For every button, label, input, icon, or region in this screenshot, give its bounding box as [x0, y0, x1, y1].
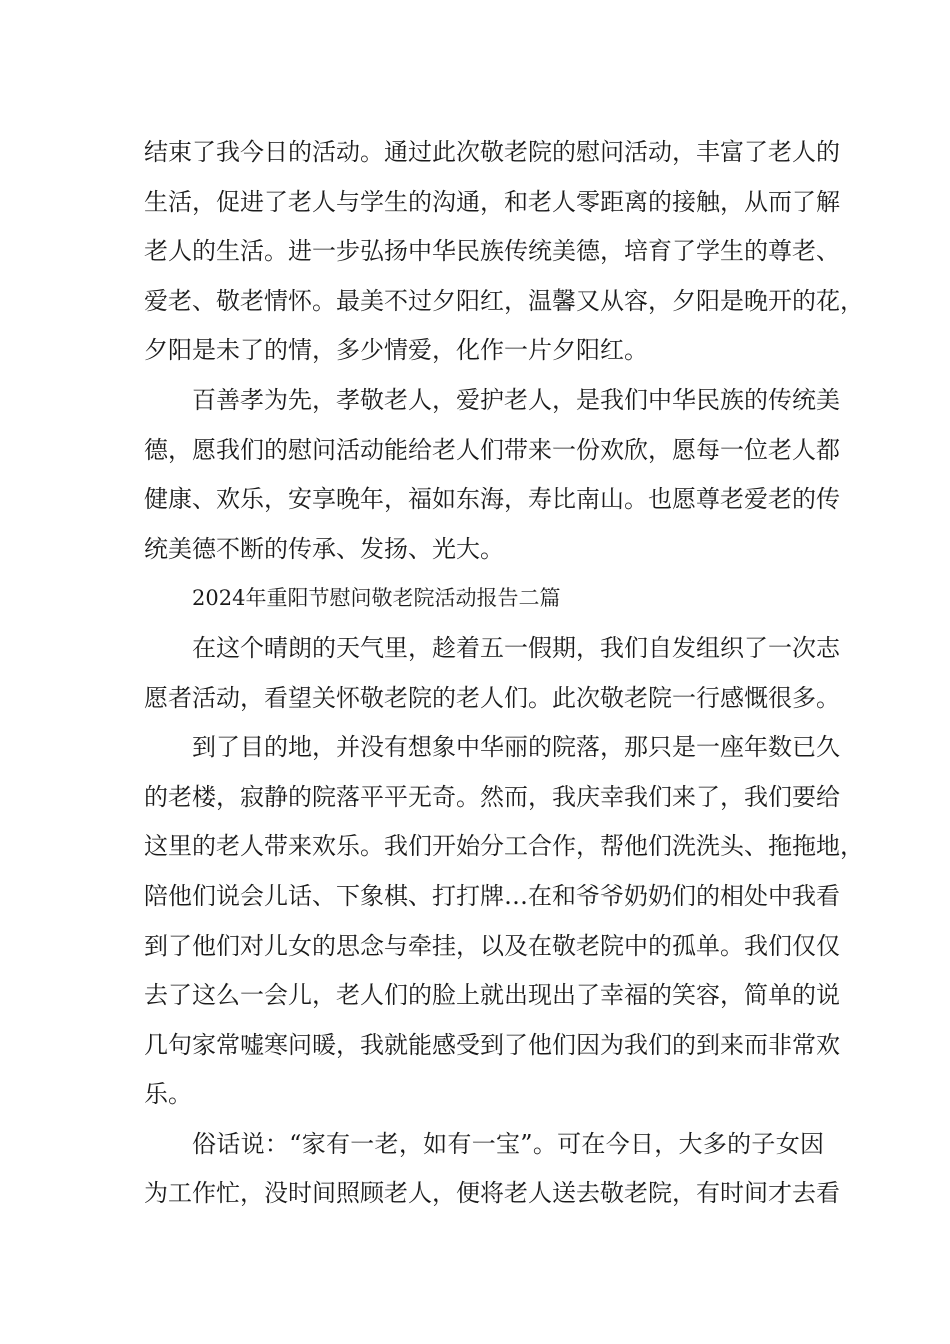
paragraph-line: 夕阳是未了的情，多少情爱，化作一片夕阳红。: [144, 336, 648, 365]
paragraph-5: [144, 1120, 840, 1219]
paragraph-line: 去了这么一会儿，老人们的脸上就出现出了幸福的笑容，简单的说: [144, 981, 840, 1010]
paragraph-line: 这里的老人带来欢乐。我们开始分工合作，帮他们洗洗头、拖拖地，: [144, 832, 864, 861]
paragraph-1: [144, 128, 864, 376]
paragraph-line: 德，愿我们的慰问活动能给老人们带来一份欢欣，愿每一位老人都: [144, 435, 840, 464]
paragraph-line: 到了他们对儿女的思念与牵挂，以及在敬老院中的孤单。我们仅仅: [144, 931, 840, 960]
paragraph-line: 老人的生活。进一步弘扬中华民族传统美德，培育了学生的尊老、: [144, 237, 840, 266]
paragraph-line: 统美德不断的传承、发扬、光大。: [144, 534, 504, 563]
paragraph-2: [144, 376, 840, 574]
paragraph-3: [144, 624, 840, 723]
paragraph-line: 乐。: [144, 1080, 192, 1109]
document-body: [144, 128, 864, 1219]
paragraph-line: 到了目的地，并没有想象中华丽的院落，那只是一座年数已久: [192, 733, 840, 762]
paragraph-line: 生活，促进了老人与学生的沟通，和老人零距离的接触，从而了解: [144, 187, 840, 216]
paragraph-line: 在这个晴朗的天气里，趁着五一假期，我们自发组织了一次志: [192, 633, 840, 662]
paragraph-line: 俗话说：“家有一老，如有一宝”。可在今日，大多的子女因: [192, 1129, 824, 1158]
paragraph-line: 百善孝为先，孝敬老人，爱护老人，是我们中华民族的传统美: [192, 385, 840, 414]
paragraph-line: 爱老、敬老情怀。最美不过夕阳红，温馨又从容，夕阳是晚开的花，: [144, 286, 864, 315]
paragraph-line: 陪他们说会儿话、下象棋、打打牌…在和爷爷奶奶们的相处中我看: [144, 881, 840, 910]
paragraph-line: 健康、欢乐，安享晚年，福如东海，寿比南山。也愿尊老爱老的传: [144, 485, 840, 514]
paragraph-4: [144, 723, 864, 1120]
paragraph-line: 的老楼，寂静的院落平平无奇。然而，我庆幸我们来了，我们要给: [144, 782, 840, 811]
paragraph-line: 为工作忙，没时间照顾老人，便将老人送去敬老院，有时间才去看: [144, 1179, 840, 1208]
section-heading-text: 2024年重阳节慰问敬老院活动报告二篇: [192, 586, 561, 611]
paragraph-line: 几句家常嘘寒问暖，我就能感受到了他们因为我们的到来而非常欢: [144, 1030, 840, 1059]
paragraph-line: 结束了我今日的活动。通过此次敬老院的慰问活动，丰富了老人的: [144, 138, 840, 166]
section-heading: [144, 574, 824, 624]
paragraph-line: 愿者活动，看望关怀敬老院的老人们。此次敬老院一行感慨很多。: [144, 683, 840, 712]
